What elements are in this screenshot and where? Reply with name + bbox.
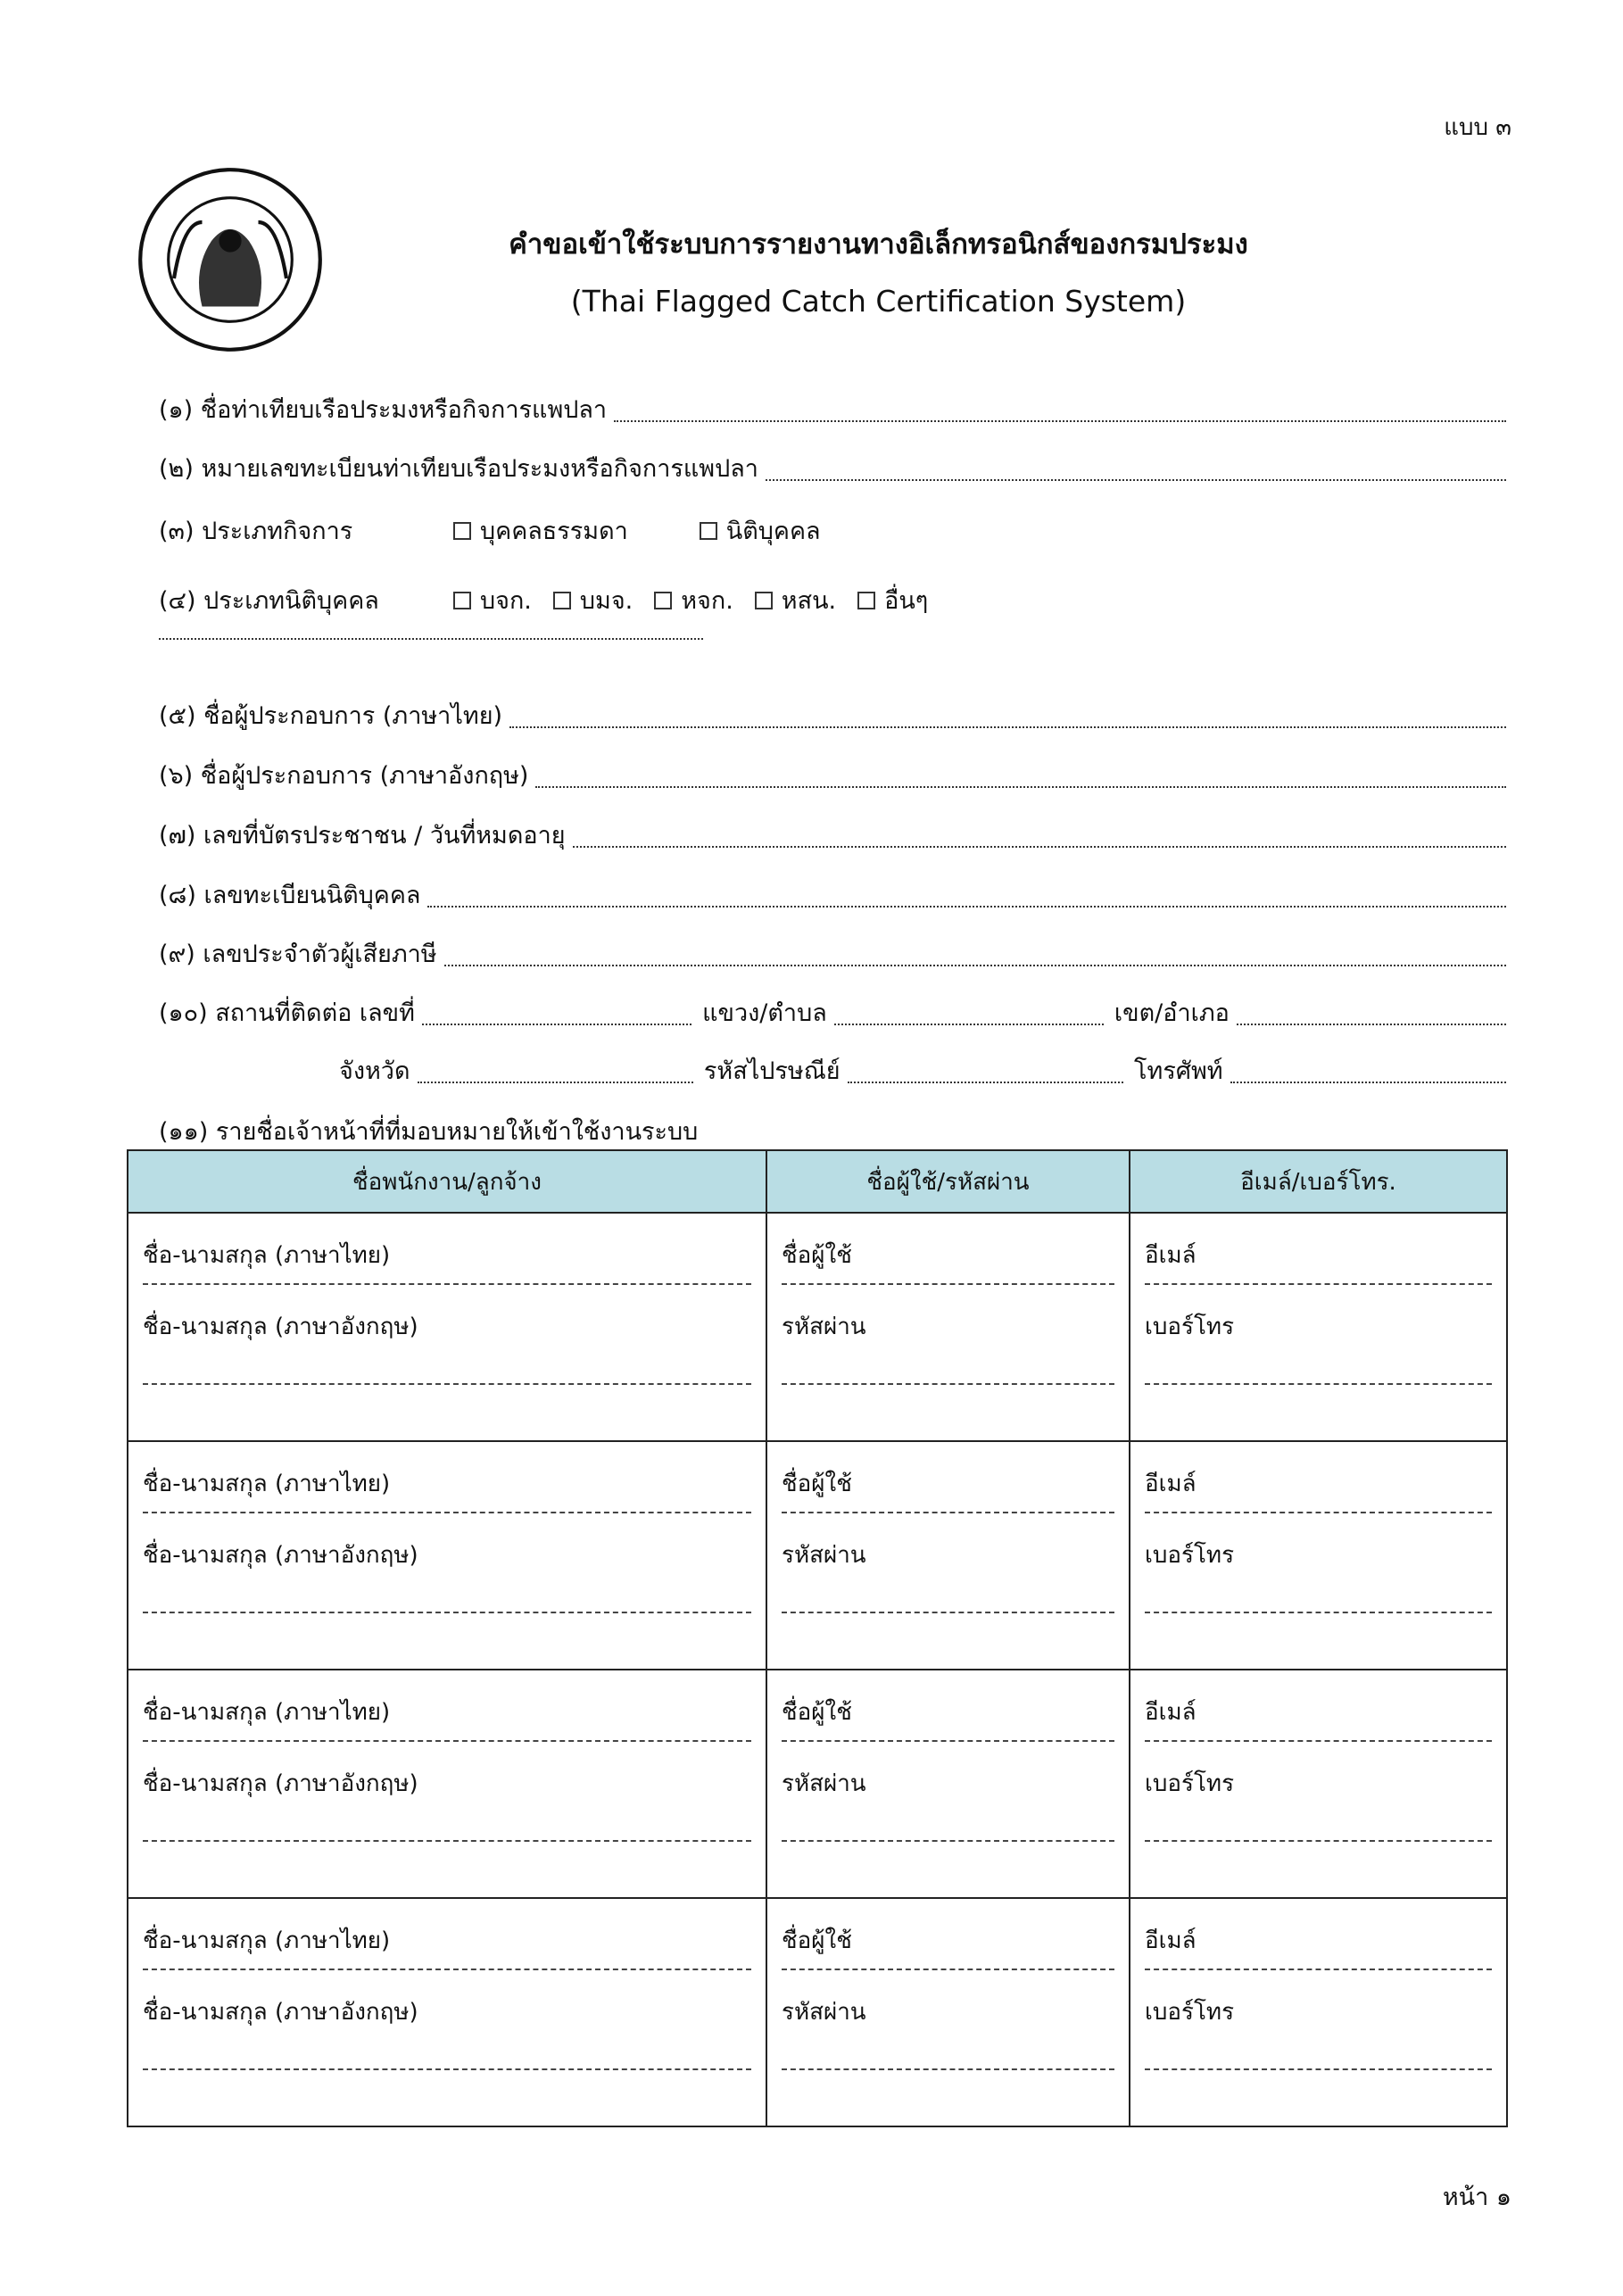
field-10-label: (๑๐) สถานที่ติดต่อ เลขที่ [159,999,415,1027]
checkbox-icon[interactable] [700,522,717,540]
field-7-label: (๗) เลขที่บัตรประชาชน / วันที่หมดอายุ [159,822,566,850]
field-4-other-input[interactable] [159,638,703,640]
field-7-input[interactable] [573,846,1506,848]
field-9-label: (๙) เลขประจำตัวผู้เสียภาษี [159,941,437,968]
phone-field[interactable]: เบอร์โทร [1145,1970,1492,2070]
checkbox-icon[interactable] [755,592,773,609]
table-row [128,1670,1507,1898]
field-4-label: (๔) ประเภทนิติบุคคล [159,587,379,615]
name-thai-field[interactable]: ชื่อ-นามสกุล (ภาษาไทย) [143,1442,751,1513]
form-title-thai: คำขอเข้าใช้ระบบการรายงานทางอิเล็กทรอนิกส์ของกรมประมง [509,228,1248,261]
province-label: จังหวัด [339,1057,410,1085]
field-9-row [159,934,1506,973]
field-4-other-row [159,638,703,646]
contact-cell [1130,1898,1507,2126]
employee-cell [128,1670,766,1898]
field-7-row [159,816,1506,854]
subdistrict-label: แขวง/ตำบล [702,999,827,1027]
username-field[interactable]: ชื่อผู้ใช้ [782,1442,1114,1513]
employee-cell [128,1898,766,2126]
postcode-label: รหัสไปรษณีย์ [703,1057,840,1085]
name-thai-field[interactable]: ชื่อ-นามสกุล (ภาษาไทย) [143,1214,751,1285]
checkbox-ordinary-partnership[interactable]: หสน. [755,581,836,619]
field-1-row [159,390,1506,428]
phone-field[interactable]: เบอร์โทร [1145,1513,1492,1613]
name-english-field[interactable]: ชื่อ-นามสกุล (ภาษาอังกฤษ) [143,1742,751,1842]
field-1-input[interactable] [614,420,1506,422]
checkbox-icon[interactable] [654,592,672,609]
page-number: หน้า ๑ [1442,2184,1511,2211]
email-field[interactable]: อีเมล์ [1145,1214,1492,1285]
field-6-input[interactable] [535,786,1506,788]
phone-label: โทรศัพท์ [1134,1057,1223,1085]
staff-table [127,1149,1508,2127]
contact-cell [1130,1670,1507,1898]
field-3-row [159,511,1319,550]
field-3-label: (๓) ประเภทกิจการ [159,518,353,545]
subdistrict-input[interactable] [834,1024,1104,1025]
field-6-label: (๖) ชื่อผู้ประกอบการ (ภาษาอังกฤษ) [159,762,529,790]
credentials-cell [766,1898,1130,2126]
name-english-field[interactable]: ชื่อ-นามสกุล (ภาษาอังกฤษ) [143,1513,751,1613]
field-5-input[interactable] [509,726,1506,728]
column-header-employee: ชื่อพนักงาน/ลูกจ้าง [128,1150,766,1213]
checkbox-icon[interactable] [453,522,471,540]
checkbox-juristic[interactable]: นิติบุคคล [700,511,821,550]
checkbox-icon[interactable] [453,592,471,609]
credentials-cell [766,1670,1130,1898]
district-label: เขต/อำเภอ [1114,999,1230,1027]
username-field[interactable]: ชื่อผู้ใช้ [782,1899,1114,1970]
field-2-label: (๒) หมายเลขทะเบียนท่าเทียบเรือประมงหรือกิจการแพปลา [159,455,758,483]
phone-field[interactable]: เบอร์โทร [1145,1285,1492,1385]
field-9-input[interactable] [444,965,1506,966]
checkbox-icon[interactable] [553,592,571,609]
table-row [128,1213,1507,1441]
checkbox-limited-partnership[interactable]: หจก. [654,581,733,619]
field-10-row [159,993,1506,1032]
password-field[interactable]: รหัสผ่าน [782,1742,1114,1842]
field-2-input[interactable] [766,479,1506,481]
field-8-input[interactable] [427,906,1506,908]
password-field[interactable]: รหัสผ่าน [782,1970,1114,2070]
field-5-row [159,696,1506,734]
table-header-row [128,1150,1507,1213]
form-title-english: (Thai Flagged Catch Certification System) [570,284,1187,319]
password-field[interactable]: รหัสผ่าน [782,1285,1114,1385]
name-english-field[interactable]: ชื่อ-นามสกุล (ภาษาอังกฤษ) [143,1285,751,1385]
checkbox-individual[interactable]: บุคคลธรรมดา [453,511,628,550]
password-field[interactable]: รหัสผ่าน [782,1513,1114,1613]
postcode-input[interactable] [848,1082,1123,1083]
checkbox-company-limited[interactable]: บจก. [453,581,532,619]
checkbox-public-company[interactable]: บมจ. [553,581,633,619]
field-8-row [159,875,1506,914]
province-input[interactable] [418,1082,693,1083]
field-4-row [159,581,1319,619]
name-thai-field[interactable]: ชื่อ-นามสกุล (ภาษาไทย) [143,1899,751,1970]
email-field[interactable]: อีเมล์ [1145,1670,1492,1742]
phone-field[interactable]: เบอร์โทร [1145,1742,1492,1842]
field-2-row [159,449,1506,487]
field-5-label: (๕) ชื่อผู้ประกอบการ (ภาษาไทย) [159,702,503,730]
address-number-input[interactable] [422,1024,691,1025]
email-field[interactable]: อีเมล์ [1145,1899,1492,1970]
username-field[interactable]: ชื่อผู้ใช้ [782,1214,1114,1285]
employee-cell [128,1441,766,1670]
column-header-contact: อีเมล์/เบอร์โทร. [1130,1150,1507,1213]
table-row [128,1441,1507,1670]
table-row [128,1898,1507,2126]
district-input[interactable] [1237,1024,1506,1025]
contact-cell [1130,1441,1507,1670]
field-6-row [159,756,1506,794]
employee-cell [128,1213,766,1441]
column-header-credentials: ชื่อผู้ใช้/รหัสผ่าน [766,1150,1130,1213]
checkbox-other[interactable]: อื่นๆ [857,581,928,619]
credentials-cell [766,1213,1130,1441]
field-1-label: (๑) ชื่อท่าเทียบเรือประมงหรือกิจการแพปลา [159,396,608,424]
email-field[interactable]: อีเมล์ [1145,1442,1492,1513]
name-thai-field[interactable]: ชื่อ-นามสกุล (ภาษาไทย) [143,1670,751,1742]
username-field[interactable]: ชื่อผู้ใช้ [782,1670,1114,1742]
name-english-field[interactable]: ชื่อ-นามสกุล (ภาษาอังกฤษ) [143,1970,751,2070]
form-code: แบบ ๓ [1444,114,1511,141]
section-11-heading: (๑๑) รายชื่อเจ้าหน้าที่ที่มอบหมายให้เข้าใช้งานระบบ [159,1118,699,1146]
contact-cell [1130,1213,1507,1441]
field-10-row-2 [339,1051,1506,1090]
credentials-cell [766,1441,1130,1670]
phone-input[interactable] [1230,1082,1506,1083]
checkbox-icon[interactable] [857,592,875,609]
field-8-label: (๘) เลขทะเบียนนิติบุคคล [159,882,421,909]
